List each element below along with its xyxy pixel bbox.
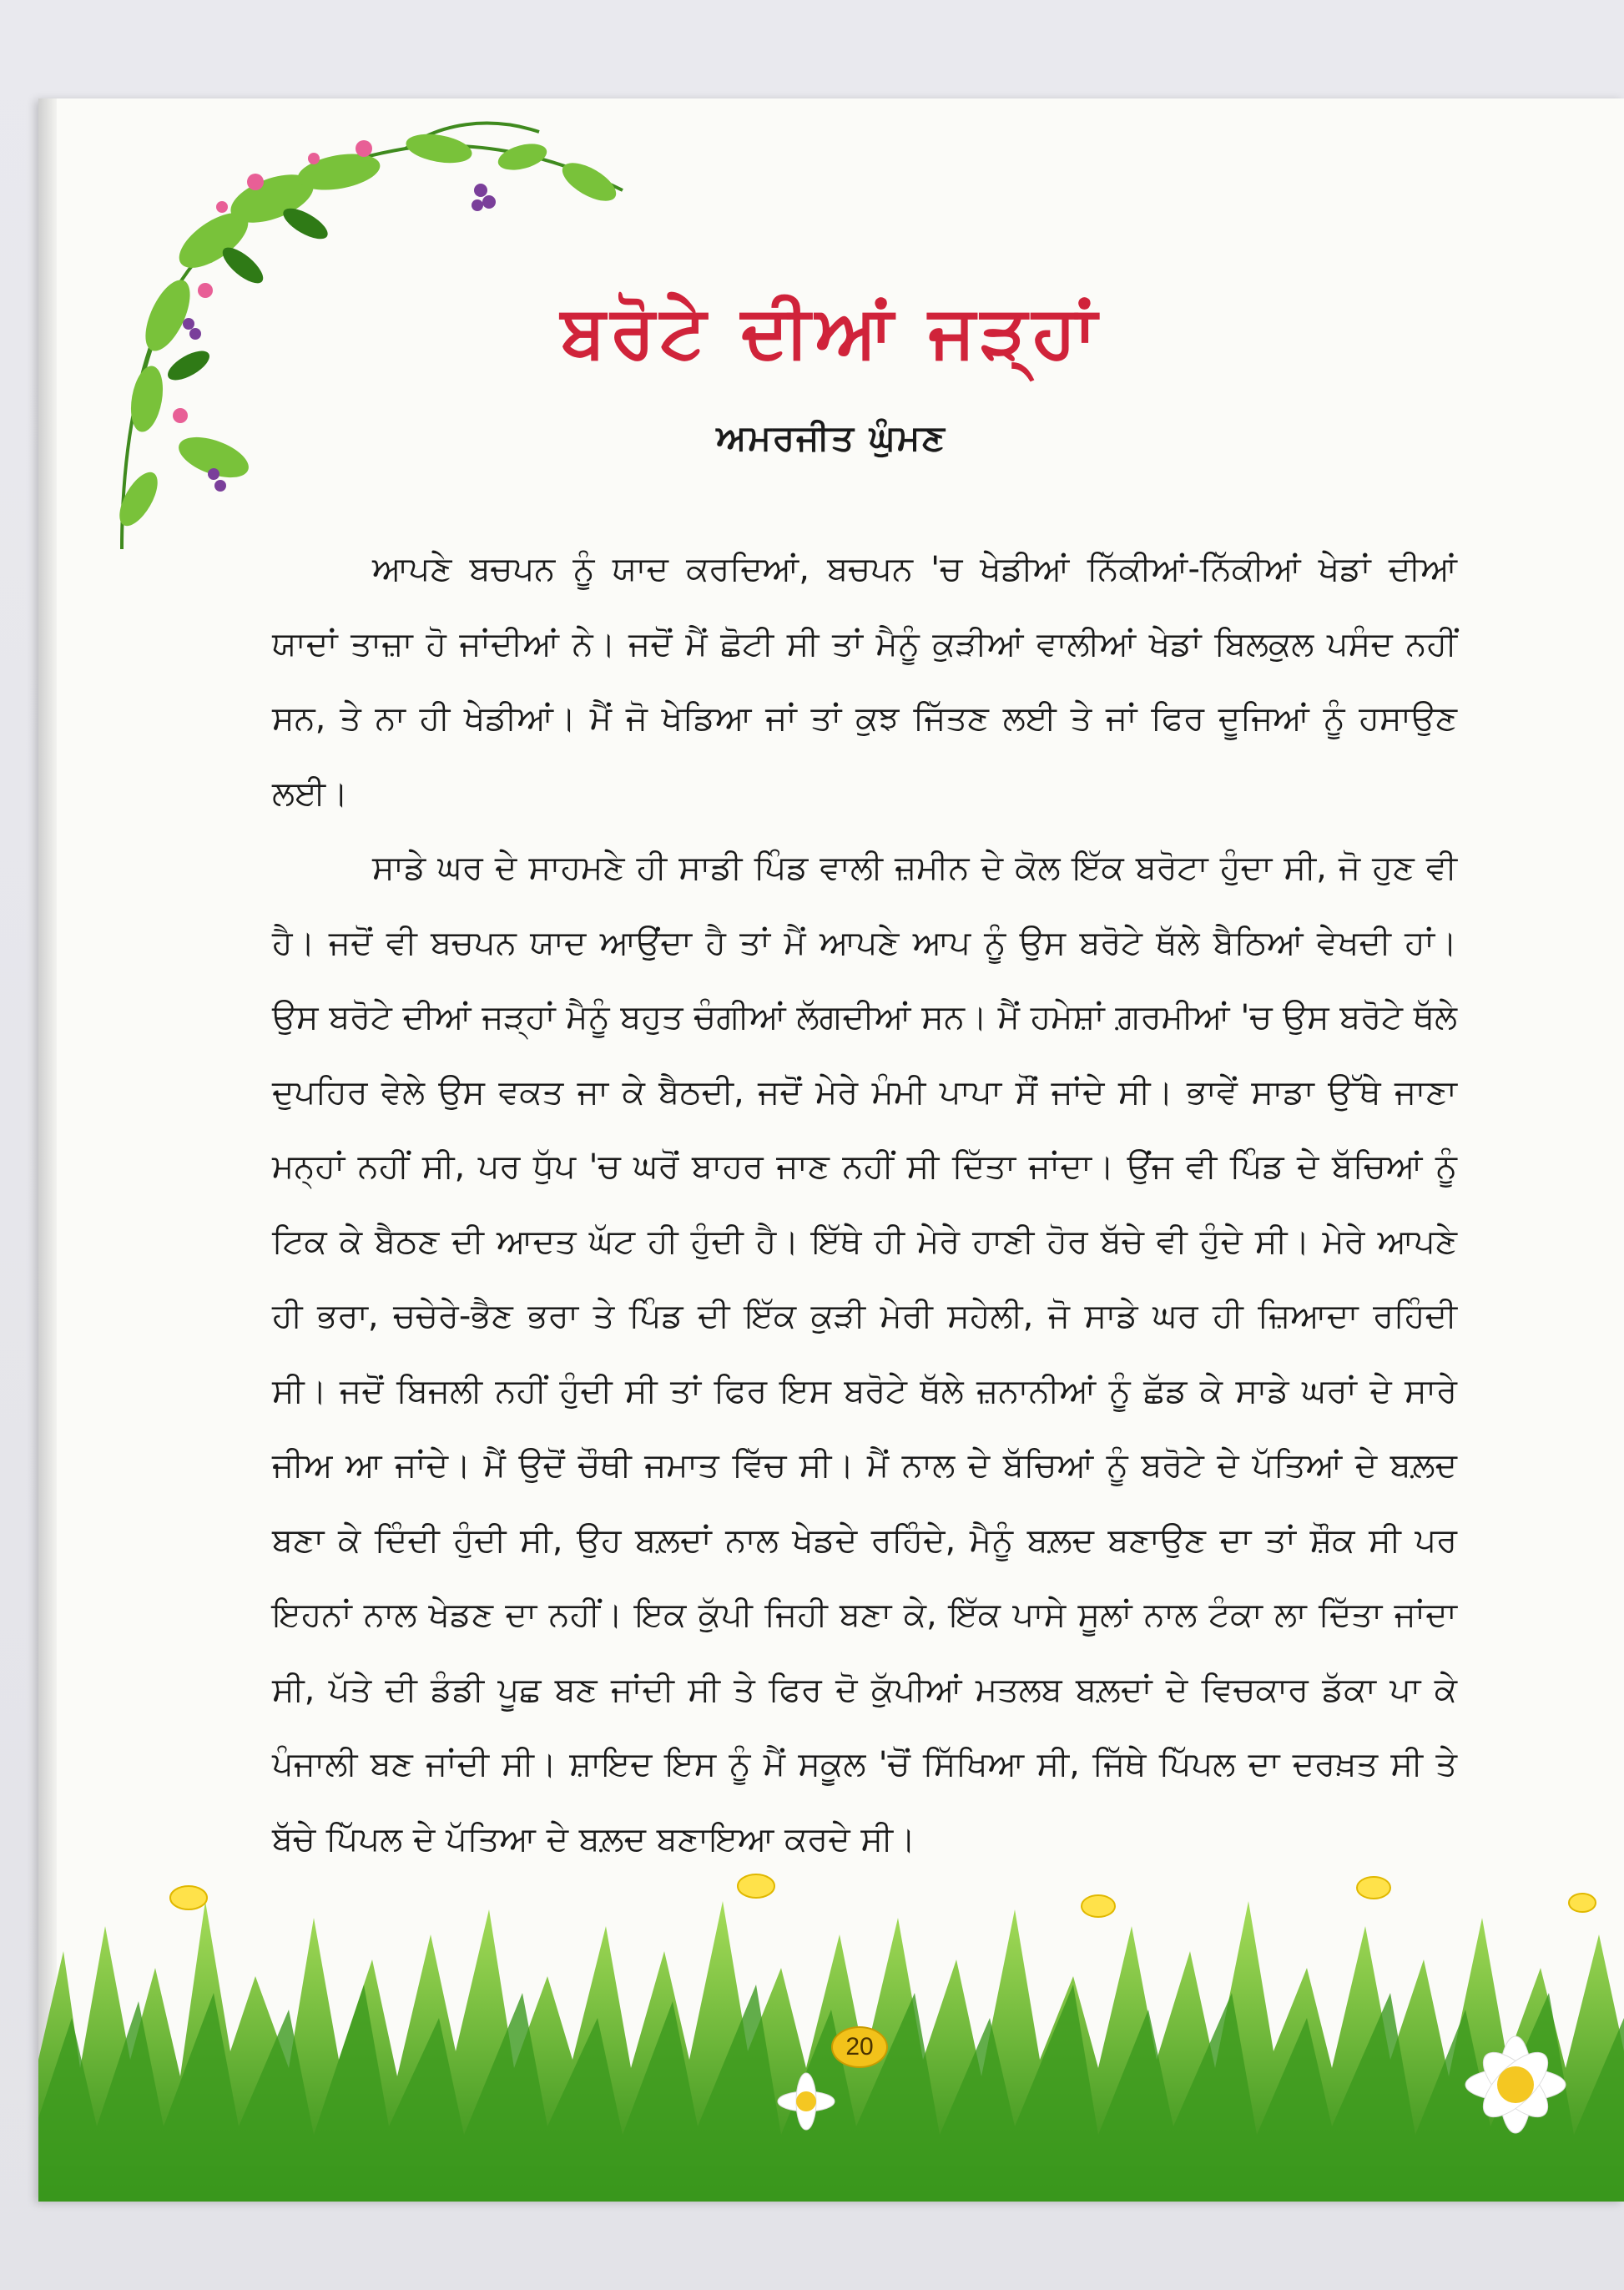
author-name: ਅਮਰਜੀਤ ਘੁੰਮਣ xyxy=(716,417,946,458)
article-body xyxy=(272,532,1457,1877)
paragraph-1: ਆਪਣੇ ਬਚਪਨ ਨੂੰ ਯਾਦ ਕਰਦਿਆਂ, ਬਚਪਨ 'ਚ ਖੇਡੀਆਂ ਨਿੱਕੀਆਂ-ਨਿੱਕੀਆਂ ਖੇਡਾਂ ਦੀਆਂ ਯਾਦਾਂ ਤਾਜ਼ਾ ਹੋ ਜਾਂਦੀਆਂ ਨੇ। ਜਦੋਂ ਮੈਂ ਛੋਟੀ ਸੀ ਤਾਂ ਮੈਨੂੰ ਕੁੜੀਆਂ ਵਾਲੀਆਂ ਖੇਡਾਂ ਬਿਲਕੁਲ ਪਸੰਦ ਨਹੀਂ ਸਨ, ਤੇ ਨਾ ਹੀ ਖੇਡੀਆਂ। ਮੈਂ ਜੋ ਖੇਡਿਆ ਜਾਂ ਤਾਂ ਕੁਝ ਜਿੱਤਣ ਲਈ ਤੇ ਜਾਂ ਫਿਰ ਦੂਜਿਆਂ ਨੂੰ ਹਸਾਉਣ ਲਈ। xyxy=(272,550,1457,813)
page-number-badge: 20 xyxy=(831,2026,888,2068)
grass-border-icon xyxy=(38,1851,1624,2202)
book-page xyxy=(38,98,1624,2202)
paragraph-2: ਸਾਡੇ ਘਰ ਦੇ ਸਾਹਮਣੇ ਹੀ ਸਾਡੀ ਪਿੰਡ ਵਾਲੀ ਜ਼ਮੀਨ ਦੇ ਕੋਲ ਇੱਕ ਬਰੋਟਾ ਹੁੰਦਾ ਸੀ, ਜੋ ਹੁਣ ਵੀ ਹੈ। ਜਦੋਂ ਵੀ ਬਚਪਨ ਯਾਦ ਆਉਂਦਾ ਹੈ ਤਾਂ ਮੈਂ ਆਪਣੇ ਆਪ ਨੂੰ ਉਸ ਬਰੋਟੇ ਥੱਲੇ ਬੈਠਿਆਂ ਵੇਖਦੀ ਹਾਂ। ਉਸ ਬਰੋਟੇ ਦੀਆਂ ਜੜ੍ਹਾਂ ਮੈਨੂੰ ਬਹੁਤ ਚੰਗੀਆਂ ਲੱਗਦੀਆਂ ਸਨ। ਮੈਂ ਹਮੇਸ਼ਾਂ ਗ਼ਰਮੀਆਂ 'ਚ ਉਸ ਬਰੋਟੇ ਥੱਲੇ ਦੁਪਹਿਰ ਵੇਲੇ ਉਸ ਵਕਤ ਜਾ ਕੇ ਬੈਠਦੀ, ਜਦੋਂ ਮੇਰੇ ਮੰਮੀ ਪਾਪਾ ਸੌਂ ਜਾਂਦੇ ਸੀ। ਭਾਵੇਂ ਸਾਡਾ ਉੱਥੇ ਜਾਣਾ ਮਨ੍ਹਾਂ ਨਹੀਂ ਸੀ, ਪਰ ਧੁੱਪ 'ਚ ਘਰੋਂ ਬਾਹਰ ਜਾਣ ਨਹੀਂ ਸੀ ਦਿੱਤਾ ਜਾਂਦਾ। ਉਂਜ ਵੀ ਪਿੰਡ ਦੇ ਬੱਚਿਆਂ ਨੂੰ ਟਿਕ ਕੇ ਬੈਠਣ ਦੀ ਆਦਤ ਘੱਟ ਹੀ ਹੁੰਦੀ ਹੈ। ਇੱਥੇ ਹੀ ਮੇਰੇ ਹਾਣੀ ਹੋਰ ਬੱਚੇ ਵੀ ਹੁੰਦੇ ਸੀ। ਮੇਰੇ ਆਪਣੇ ਹੀ ਭਰਾ, ਚਚੇਰੇ-ਭੈਣ ਭਰਾ ਤੇ ਪਿੰਡ ਦੀ ਇੱਕ ਕੁੜੀ ਮੇਰੀ ਸਹੇਲੀ, ਜੋ ਸਾਡੇ ਘਰ ਹੀ ਜ਼ਿਆਦਾ ਰਹਿੰਦੀ ਸੀ। ਜਦੋਂ ਬਿਜਲੀ ਨਹੀਂ ਹੁੰਦੀ ਸੀ ਤਾਂ ਫਿਰ ਇਸ ਬਰੋਟੇ ਥੱਲੇ ਜ਼ਨਾਨੀਆਂ ਨੂੰ ਛੱਡ ਕੇ ਸਾਡੇ ਘਰਾਂ ਦੇ ਸਾਰੇ ਜੀਅ ਆ ਜਾਂਦੇ। ਮੈਂ ਉਦੋਂ ਚੌਥੀ ਜਮਾਤ ਵਿੱਚ ਸੀ। ਮੈਂ ਨਾਲ ਦੇ ਬੱਚਿਆਂ ਨੂੰ ਬਰੋਟੇ ਦੇ ਪੱਤਿਆਂ ਦੇ ਬਲ਼ਦ ਬਣਾ ਕੇ ਦਿੰਦੀ ਹੁੰਦੀ ਸੀ, ਉਹ ਬਲ਼ਦਾਂ ਨਾਲ ਖੇਡਦੇ ਰਹਿੰਦੇ, ਮੈਨੂੰ ਬਲ਼ਦ ਬਣਾਉਣ ਦਾ ਤਾਂ ਸ਼ੌਕ ਸੀ ਪਰ ਇਹਨਾਂ ਨਾਲ ਖੇਡਣ ਦਾ ਨਹੀਂ। ਇਕ ਕੁੱਪੀ ਜਿਹੀ ਬਣਾ ਕੇ, ਇੱਕ ਪਾਸੇ ਸੂਲਾਂ ਨਾਲ ਟੰਕਾ ਲਾ ਦਿੱਤਾ ਜਾਂਦਾ ਸੀ, ਪੱਤੇ ਦੀ ਡੰਡੀ ਪੂਛ ਬਣ ਜਾਂਦੀ ਸੀ ਤੇ ਫਿਰ ਦੋ ਕੁੱਪੀਆਂ ਮਤਲਬ ਬਲ਼ਦਾਂ ਦੇ ਵਿਚਕਾਰ ਡੱਕਾ ਪਾ ਕੇ ਪੰਜਾਲੀ ਬਣ ਜਾਂਦੀ ਸੀ। ਸ਼ਾਇਦ ਇਸ ਨੂੰ ਮੈਂ ਸਕੂਲ 'ਚੋਂ ਸਿੱਖਿਆ ਸੀ, ਜਿੱਥੇ ਪਿੱਪਲ ਦਾ ਦਰਖ਼ਤ ਸੀ ਤੇ ਬੱਚੇ ਪਿੱਪਲ ਦੇ ਪੱਤਿਆ ਦੇ ਬਲ਼ਦ ਬਣਾਇਆ ਕਰਦੇ ਸੀ। xyxy=(272,849,1457,1859)
page-title: ਬਰੋਟੇ ਦੀਆਂ ਜੜ੍ਹਾਂ xyxy=(560,290,1102,374)
